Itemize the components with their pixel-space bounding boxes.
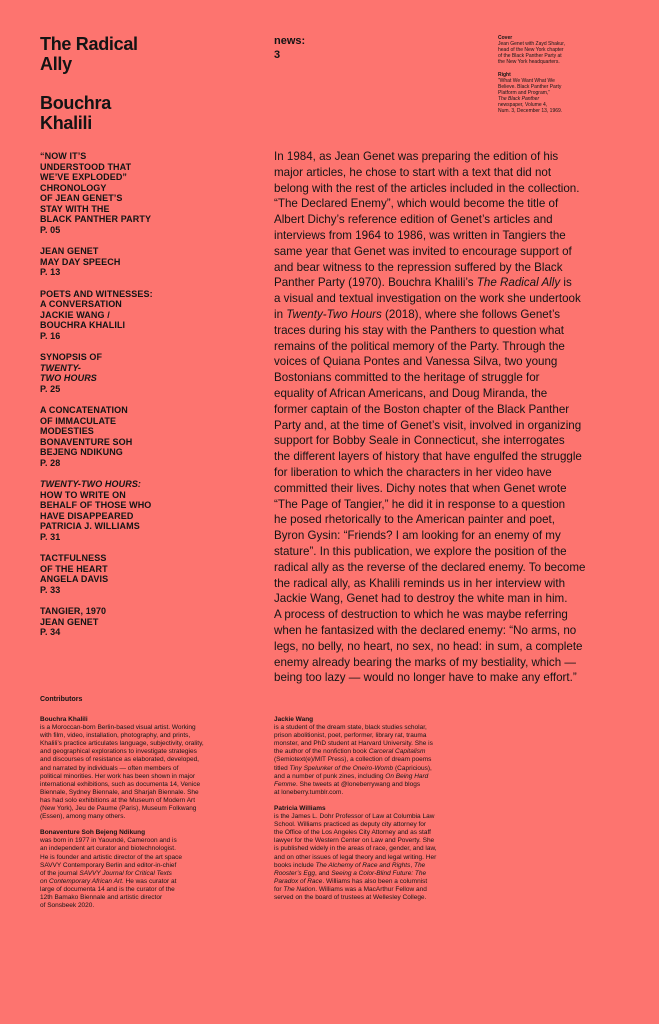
toc-entry-line: A CONCATENATION — [40, 405, 128, 415]
caption-line: The Black Panther — [498, 96, 540, 102]
toc-page-number: P. 33 — [40, 584, 61, 595]
news-label: news: — [274, 35, 306, 47]
essay-line: Byron Gysin: “Friends? I am looking for an enemy of my — [274, 529, 561, 543]
toc-entry — [40, 405, 180, 468]
bio-line: with film, video, installation, photography, and prints, — [40, 732, 191, 740]
contributors-column-left — [40, 716, 255, 918]
caption-line: Believe. Black Panther Party — [498, 84, 562, 90]
toc-entry-line: TWO HOURS — [40, 373, 97, 383]
bio-line: titled Tiny Spelunker of the Oneiro-Womb (Capricious), — [274, 764, 432, 772]
toc-entry-line: TWENTY-TWO HOURS: — [40, 479, 142, 489]
bio-line: international exhibitions, such as documenta 14, Venice — [40, 780, 201, 788]
essay-line: Panther Party (1970). Bouchra Khalili’s The Radical Ally is — [274, 276, 572, 290]
essay-line: radical ally as the reverse of the declared enemy. To become — [274, 560, 586, 574]
bio-line: Khalili’s practice articulates language, subjectivity, orality, — [40, 740, 204, 748]
bio-line: monster, and PhD student at Harvard University. She is — [274, 740, 433, 748]
toc-entry-line: TACTFULNESS — [40, 553, 107, 563]
right-caption-heading: Right — [498, 72, 511, 78]
essay-line: enemy already bearing the marks of my bestiality, which — — [274, 655, 576, 669]
toc-entry — [40, 246, 180, 278]
contributor-name: Patricia Williams — [274, 804, 326, 812]
essay-line: and bear witness to the repression suffered by the Black — [274, 260, 563, 274]
toc-entry-line: PATRICIA J. WILLIAMS — [40, 521, 140, 531]
toc-entry — [40, 352, 180, 394]
caption-line: of the Black Panther Party at — [498, 53, 562, 59]
bio-line: (New York), Jeu de Paume (Paris), Museum Folkwang — [40, 805, 197, 813]
contributor-bio — [40, 716, 255, 821]
bio-line: of the journal SAVVY Journal for Critical Texts — [40, 869, 172, 877]
bio-line: School. Williams practiced as deputy city attorney for — [274, 821, 427, 829]
toc-entry-line: ANGELA DAVIS — [40, 574, 109, 584]
essay-line: In 1984, as Jean Genet was preparing the edition of his — [274, 150, 559, 163]
caption-line: Platform and Program,” — [498, 90, 550, 96]
bio-line: Rooster’s Egg, and Seeing a Color-Blind Future: The — [274, 869, 427, 877]
toc-page-number: P. 34 — [40, 627, 61, 637]
toc-entry — [40, 553, 180, 595]
toc-entry-line: UNDERSTOOD THAT — [40, 161, 132, 172]
toc-entry-line: OF THE HEART — [40, 563, 108, 574]
bio-line: lawyer for the Western Center on Law and Poverty. She — [274, 837, 435, 845]
contributor-name: Jackie Wang — [274, 716, 314, 723]
essay-line: remains of the political memory of the Party. Through the — [274, 339, 565, 353]
bio-line: He is founder and artistic director of the art space — [40, 853, 182, 861]
bio-line: was born in 1977 in Yaoundé, Cameroon and is — [40, 837, 177, 845]
caption-line: head of the New York chapter — [498, 47, 564, 53]
bio-line: 12th Bamako Biennale and artistic director — [40, 893, 163, 901]
toc-entry-line: BLACK PANTHER PARTY — [40, 214, 152, 224]
essay-line: equality of African Americans, and Doug Miranda, the — [274, 386, 548, 400]
bio-line: Femme. She tweets at @loneberrywang and blogs — [274, 780, 421, 788]
essay-line: traces during his stay with the Panthers to question what — [274, 323, 565, 337]
contributors-column-right — [274, 716, 489, 910]
toc-entry — [40, 289, 180, 342]
toc-entry-line: BONAVENTURE SOH — [40, 436, 133, 447]
caption-line: Num. 3, December 13, 1969. — [498, 108, 563, 114]
essay-line: interviews from 1964 to 1986, was written in Tangiers the — [274, 228, 566, 242]
bio-line: has had solo exhibitions at the Museum of Modern Art — [40, 796, 196, 804]
bio-line: political minorities. Her work has been shown in major — [40, 772, 195, 780]
toc-entry-line: OF IMMACULATE — [40, 415, 117, 426]
bio-line: and narrated by individuals — often members of — [40, 764, 179, 772]
bio-line: an independent art curator and biotechnologist. — [40, 845, 176, 853]
toc-entry-line: HAVE DISAPPEARED — [40, 510, 134, 521]
bio-line: is the James L. Dohr Professor of Law at Columbia Law — [274, 813, 435, 821]
bio-line: Biennale, Sydney Biennale, and Sharjah Biennale. She — [40, 788, 199, 796]
bio-line: large of documenta 14 and is the curator of the — [40, 885, 175, 893]
toc-entry-line: JACKIE WANG / — [40, 309, 110, 320]
toc-entry-line: TWENTY- — [40, 362, 82, 373]
essay-line: voices of Quiana Pontes and Vanessa Silva, two young — [274, 355, 558, 369]
bio-line: is a Moroccan-born Berlin-based visual artist. Working — [40, 724, 196, 732]
toc-entry — [40, 606, 180, 638]
caption-line: the New York headquarters. — [498, 59, 560, 65]
essay-line: committed their lives. Dichy notes that when Genet wrote — [274, 481, 567, 495]
bio-line: at loneberry.tumblr.com. — [274, 788, 344, 796]
essay-line: major articles, he chose to start with a text that did not — [274, 165, 552, 179]
essay-line: A process of destruction to which he was maybe referring — [274, 608, 568, 622]
toc-entry — [40, 479, 180, 542]
bio-line: of Sonsbeek 2020. — [40, 902, 95, 910]
contributor-bio — [274, 716, 489, 797]
essay-line: the different layers of history that have engulfed the struggle — [274, 450, 582, 464]
right-caption — [498, 72, 623, 114]
toc-entry-line: MODESTIES — [40, 426, 94, 436]
publication-title — [40, 34, 180, 74]
toc-entry-line: JEAN GENET — [40, 246, 99, 256]
toc-entry-line: “NOW IT’S — [40, 151, 87, 161]
caption-line: Jean Genet with Zayd Shakur, — [498, 41, 565, 47]
toc-entry-line: WE’VE EXPLODED” — [40, 172, 128, 182]
toc-page-number: P. 28 — [40, 457, 61, 468]
cover-caption-heading: Cover — [498, 35, 513, 41]
contributors-heading: Contributors — [40, 696, 83, 703]
author-line: Khalili — [40, 113, 92, 133]
intro-essay — [274, 149, 619, 686]
essay-line: Bostonians committed to the heritage of struggle for — [274, 371, 540, 385]
caption-line: newspaper, Volume 4, — [498, 102, 548, 108]
toc-page-number: P. 13 — [40, 267, 61, 277]
toc-entry-line: JEAN GENET — [40, 616, 99, 627]
essay-line: being too lazy — would no longer have to make any effort.” — [274, 671, 577, 685]
bio-line: books include The Alchemy of Race and Rights, The — [274, 861, 426, 869]
toc-page-number: P. 31 — [40, 531, 61, 542]
title-line: Ally — [40, 54, 72, 74]
essay-line: a visual and textual investigation on the work she undertook — [274, 292, 581, 306]
toc-entry — [40, 151, 180, 235]
bio-line: the Office of the Los Angeles City Attorney and as staff — [274, 829, 431, 837]
toc-entry-line: TANGIER, 1970 — [40, 606, 107, 616]
contributor-bio — [40, 829, 255, 910]
bio-line: served on the board of trustees at Wellesley College. — [274, 893, 427, 901]
essay-line: for liberation to which the characters in her video have — [274, 465, 552, 479]
toc-entry-line: HOW TO WRITE ON — [40, 489, 126, 500]
bio-line: and a number of punk zines, including On Being Hard — [274, 772, 429, 780]
author-name — [40, 93, 160, 133]
bio-line: and discourses of resistance as elaborated, developed, — [40, 756, 199, 764]
news-number: 3 — [274, 49, 281, 61]
toc-entry-line: MAY DAY SPEECH — [40, 256, 121, 267]
bio-line: (Semiotext(e)/MIT Press), a collection of dream poems — [274, 756, 432, 764]
bio-line: is a student of the dream state, black studies scholar, — [274, 724, 427, 732]
essay-line: he posed rhetorically to the American painter and poet, — [274, 513, 556, 527]
toc-entry-line: STAY WITH THE — [40, 203, 110, 214]
essay-line: “The Declared Enemy”, which would become the title of — [274, 197, 559, 211]
author-line: Bouchra — [40, 93, 111, 113]
cover-caption — [498, 35, 623, 65]
table-of-contents — [40, 151, 180, 649]
toc-entry-line: OF JEAN GENET’S — [40, 193, 123, 203]
essay-line: belong with the rest of the articles included in the collection. — [274, 181, 580, 195]
toc-entry-line: BOUCHRA KHALILI — [40, 320, 126, 330]
bio-line: Paradox of Race. Williams has also been a columnist — [274, 877, 428, 885]
essay-line: Jackie Wang, Genet had to destroy the white man in him. — [274, 592, 568, 606]
image-captions — [498, 35, 623, 121]
essay-line: stature”. In this publication, we explore the position of the — [274, 544, 567, 558]
toc-entry-line: CHRONOLOGY — [40, 182, 107, 193]
essay-line: “The Page of Tangier,” he did it in response to a question — [274, 497, 566, 511]
toc-entry-line: POETS AND WITNESSES: — [40, 288, 153, 299]
bio-line: and geographical explorations to investigate strategies — [40, 748, 197, 756]
toc-entry-line: A CONVERSATION — [40, 299, 122, 309]
essay-line: when he fantasized with the declared enemy: “No arms, no — [274, 623, 577, 637]
caption-line: “What We Want What We — [498, 78, 555, 84]
bio-line: is published widely in the areas of race, gender, and law, — [274, 845, 437, 853]
bio-line: prison abolitionist, poet, performer, library rat, trauma — [274, 732, 427, 740]
contributor-bio — [274, 805, 489, 902]
bio-line: (Essen), among many others. — [40, 813, 126, 821]
toc-entry-line: BEHALF OF THOSE WHO — [40, 500, 152, 510]
essay-line: the radical ally, as Khalili reminds us in her interview with — [274, 576, 566, 590]
bio-line: for The Nation. Williams was a MacArthur Fellow and — [274, 885, 427, 893]
contributor-name: Bonaventure Soh Bejeng Ndikung — [40, 829, 146, 837]
toc-page-number: P. 05 — [40, 224, 61, 235]
bio-line: SAVVY Contemporary Berlin and editor-in-chief — [40, 861, 177, 869]
toc-page-number: P. 25 — [40, 383, 61, 394]
essay-line: legs, no belly, no heart, no sex, no head: in sum, a complete — [274, 639, 583, 653]
news-issue — [274, 34, 305, 62]
bio-line: on Contemporary African Art. He was curator at — [40, 877, 177, 885]
essay-line: former captain of the Boston chapter of the Black Panther — [274, 402, 570, 416]
essay-line: same year that Genet was invited to encourage support of — [274, 244, 572, 258]
essay-line: Party and, at the time of Genet’s visit, involved in organizing — [274, 418, 582, 432]
title-line: The Radical — [40, 34, 138, 54]
toc-entry-line: SYNOPSIS OF — [40, 352, 103, 362]
contributor-name: Bouchra Khalili — [40, 716, 88, 723]
essay-line: Albert Dichy’s reference edition of Genet’s articles and — [274, 213, 553, 227]
essay-line: in Twenty-Two Hours (2018), where she follows Genet’s — [274, 307, 561, 321]
essay-line: support for Bobby Seale in Connecticut, she interrogates — [274, 434, 565, 448]
bio-line: the author of the nonfiction book Carceral Capitalism — [274, 748, 426, 756]
bio-line: and on other issues of legal theory and legal writing. Her — [274, 853, 437, 861]
toc-page-number: P. 16 — [40, 330, 61, 341]
toc-entry-line: BEJENG NDIKUNG — [40, 447, 123, 457]
